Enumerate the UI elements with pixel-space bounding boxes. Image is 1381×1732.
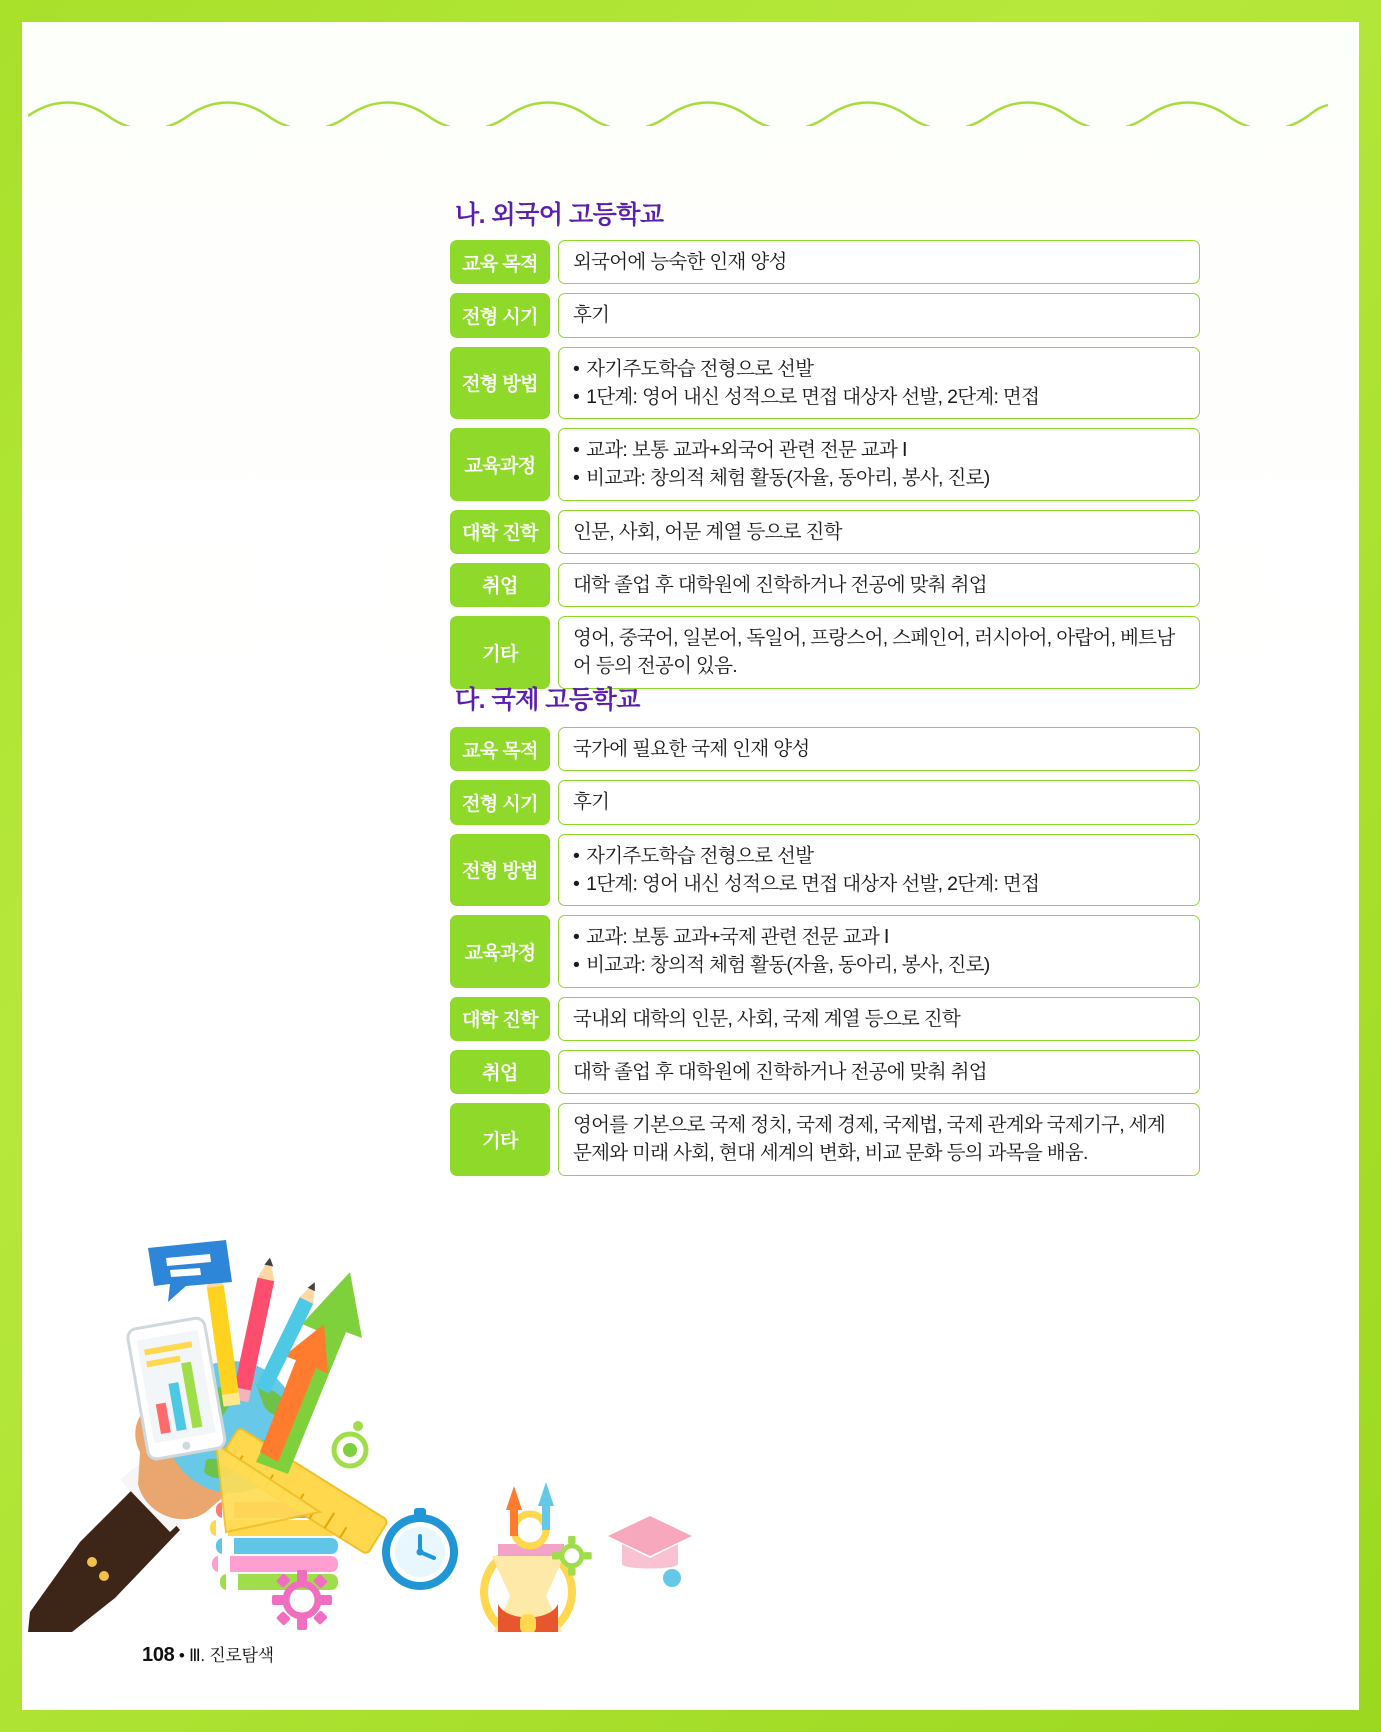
row-label: 전형 방법 (450, 347, 550, 420)
row-label: 취업 (450, 563, 550, 607)
table-row (450, 780, 1200, 824)
value-line: • 교과: 보통 교과+외국어 관련 전문 교과 Ⅰ (573, 436, 1185, 464)
table-row (450, 293, 1200, 337)
row-value (558, 428, 1200, 501)
section-heading-foreign-language-highschool: 나. 외국어 고등학교 (455, 201, 664, 229)
table-row (450, 510, 1200, 554)
value-line: • 1단계: 영어 내신 성적으로 면접 대상자 선발, 2단계: 면접 (573, 383, 1185, 411)
value-line: • 교과: 보통 교과+국제 관련 전문 교과 Ⅰ (573, 923, 1185, 951)
row-value (558, 616, 1200, 689)
row-label: 교육 목적 (450, 727, 550, 771)
value-line: 후기 (573, 791, 610, 814)
row-value (558, 915, 1200, 988)
value-line: • 자기주도학습 전형으로 선발 (573, 355, 1185, 383)
row-value (558, 727, 1200, 771)
row-value (558, 1050, 1200, 1094)
value-line: 외국어에 능숙한 인재 양성 (573, 251, 787, 273)
value-line: 인문, 사회, 어문 계열 등으로 진학 (573, 520, 842, 543)
row-value (558, 293, 1200, 337)
table-row (450, 563, 1200, 607)
value-line: • 비교과: 창의적 체험 활동(자율, 동아리, 봉사, 진로) (573, 951, 1185, 979)
table-row (450, 915, 1200, 988)
row-label: 교육 목적 (450, 240, 550, 284)
row-label: 전형 방법 (450, 834, 550, 907)
value-line: 국가에 필요한 국제 인재 양성 (573, 738, 810, 760)
row-value (558, 1103, 1200, 1176)
row-label: 취업 (450, 1050, 550, 1094)
row-value (558, 347, 1200, 420)
table-row (450, 834, 1200, 907)
table-foreign-language-highschool (450, 240, 1200, 698)
table-row (450, 347, 1200, 420)
row-value (558, 240, 1200, 284)
table-row (450, 1103, 1200, 1176)
row-label: 교육과정 (450, 428, 550, 501)
row-value (558, 563, 1200, 607)
row-label: 전형 시기 (450, 293, 550, 337)
value-line: 대학 졸업 후 대학원에 진학하거나 전공에 맞춰 취업 (573, 573, 987, 596)
footer-chapter-label: Ⅲ. 진로탐색 (189, 1646, 274, 1665)
row-value (558, 780, 1200, 824)
page-footer (142, 1641, 274, 1667)
row-value (558, 997, 1200, 1041)
row-value (558, 510, 1200, 554)
table-row (450, 428, 1200, 501)
row-label: 전형 시기 (450, 780, 550, 824)
row-label: 대학 진학 (450, 997, 550, 1041)
section-heading-international-highschool: 다. 국제 고등학교 (455, 686, 640, 714)
table-row (450, 616, 1200, 689)
value-line: • 비교과: 창의적 체험 활동(자율, 동아리, 봉사, 진로) (573, 464, 1185, 492)
page-number: 108 (142, 1644, 175, 1666)
value-line: 후기 (573, 304, 610, 327)
value-line: 국내외 대학의 인문, 사회, 국제 계열 등으로 진학 (573, 1007, 961, 1030)
row-label: 대학 진학 (450, 510, 550, 554)
footer-separator: • (178, 1646, 185, 1665)
value-line: 대학 졸업 후 대학원에 진학하거나 전공에 맞춰 취업 (573, 1060, 987, 1083)
table-row (450, 727, 1200, 771)
table-international-highschool (450, 727, 1200, 1185)
career-exploration-illustration (20, 1212, 720, 1632)
row-value (558, 834, 1200, 907)
value-line: 영어, 중국어, 일본어, 독일어, 프랑스어, 스페인어, 러시아어, 아랍어, 베트남어 등의 전공이 있음. (573, 627, 1175, 678)
table-row (450, 240, 1200, 284)
value-line: 영어를 기본으로 국제 정치, 국제 경제, 국제법, 국제 관계와 국제기구, 세계 문제와 미래 사회, 현대 세계의 변화, 비교 문화 등의 과목을 배움. (573, 1114, 1166, 1165)
table-row (450, 997, 1200, 1041)
row-label: 기타 (450, 1103, 550, 1176)
table-row (450, 1050, 1200, 1094)
row-label: 기타 (450, 616, 550, 689)
row-label: 교육과정 (450, 915, 550, 988)
value-line: • 1단계: 영어 내신 성적으로 면접 대상자 선발, 2단계: 면접 (573, 870, 1185, 898)
value-line: • 자기주도학습 전형으로 선발 (573, 842, 1185, 870)
